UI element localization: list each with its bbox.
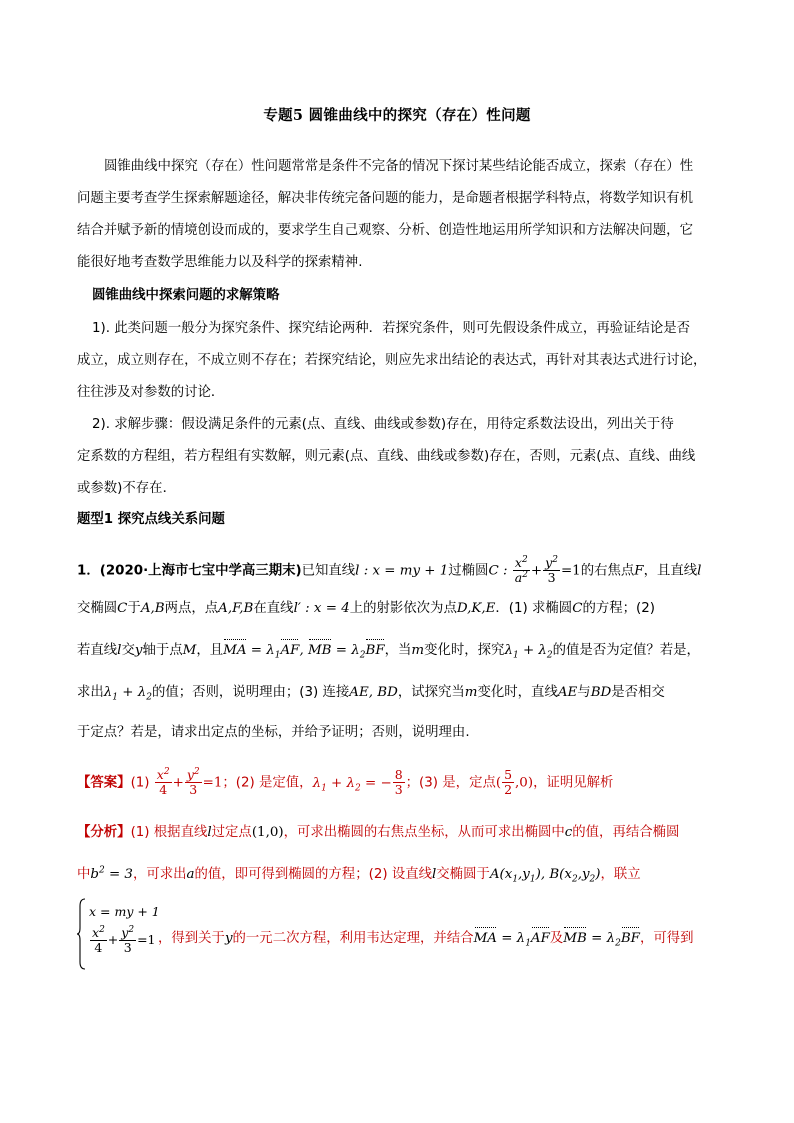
strategy-heading: 圆锥曲线中探索问题的求解策略 xyxy=(92,288,280,303)
ellipse-term-x: $\frac{x^2}{a^2}$ xyxy=(514,554,528,585)
intro-line-3: 结合并赋予新的情境创设而成的，要求学生自己观察、分析、创造性地运用所学知识和方法解决问题，它 xyxy=(77,223,693,238)
page-title: 专题5 圆锥曲线中的探究（存在）性问题 xyxy=(263,107,531,124)
intro-line-2: 问题主要考查学生探索解题途径，解决非传统完备问题的能力，是命题者根据学科特点，将数学知识有机 xyxy=(77,191,693,206)
equation-system-brace xyxy=(76,898,86,970)
vector-relation-MA: MA = $\lambda_1AF$, MB = $\lambda_2BF$ xyxy=(223,643,385,661)
analysis-label: 【分析】 xyxy=(77,825,131,840)
point1-line-3: 往往涉及对参数的讨论． xyxy=(77,385,225,400)
point2-line-1: 2). 求解步骤：假设满足条件的元素(点、直线、曲线或参数)存在，用待定系数法设出，列出关于待 xyxy=(92,417,674,432)
ellipse-term-y: $\frac{y^2}{3}$ xyxy=(545,554,558,585)
section-heading: 题型1 探究点线关系问题 xyxy=(77,512,225,527)
problem-line-2: 交椭圆C于A,B两点，点A,F,B在直线l′ : x = 4上的射影依次为点D,K,E．(1) 求椭圆C的方程；(2) xyxy=(77,601,655,616)
equation-system-row-1: x = my + 1 xyxy=(89,904,160,919)
answer-label: 【答案】 xyxy=(77,775,131,791)
problem-line-4: 求出$\lambda_1 + \lambda_2$的值；否则，说明理由；(3) 连接AE, BD，试探究当m变化时，直线AE与BD是否相交 xyxy=(77,685,665,703)
problem-line-5: 于定点？若是，请求出定点的坐标，并给予证明；否则，说明理由. xyxy=(77,725,470,740)
point2-line-2: 定系数的方程组，若方程组有实数解，则元素(点、直线、曲线或参数)存在，否则，元素(点、直线、曲线 xyxy=(77,449,696,464)
equation-system-row-2: $\frac{x^2}{4}$ + $\frac{y^2}{3}$ =1 xyxy=(92,924,156,955)
point1-line-1: 1). 此类问题一般分为探究条件、探究结论两种．若探究条件，则可先假设条件成立，再验证结论是否 xyxy=(92,321,691,336)
point1-line-2: 成立，成立则存在，不成立则不存在；若探究结论，则应先求出结论的表达式，再针对其表达式进行讨论， xyxy=(77,353,707,368)
analysis-line-3: ，得到关于y的一元二次方程，利用韦达定理，并结合MA = $\lambda_1AF$及MB = $\lambda_2BF$，可得到 xyxy=(158,931,694,949)
problem-line-1: 1．(2020·上海市七宝中学高三期末)已知直线l : x = my + 1过椭圆C : $\frac{x^2}{a^2}$ + $\frac{y^2}{3}$ =1的右焦点F，且直线l xyxy=(77,554,702,585)
intro-line-1: 圆锥曲线中探究（存在）性问题常常是条件不完备的情况下探讨某些结论能否成立，探索（存在）性 xyxy=(104,159,694,174)
intro-line-4: 能很好地考查数学思维能力以及科学的探索精神. xyxy=(77,255,363,270)
analysis-line-2: 中$b^2 = 3$，可求出a的值，即可得到椭圆的方程；(2) 设直线l交椭圆于$A(x_1,y_1)$, $B(x_2,y_2)$，联立 xyxy=(77,865,641,885)
line-l-equation: l : x = my + 1 xyxy=(355,563,449,579)
analysis-line-1: 【分析】(1) 根据直线l过定点(1,0)，可求出椭圆的右焦点坐标，从而可求出椭圆中c的值，再结合椭圆 xyxy=(77,825,680,840)
problem-source: 1．(2020·上海市七宝中学高三期末) xyxy=(77,563,302,579)
problem-line-3: 若直线l交y轴于点M，且MA = $\lambda_1AF$, MB = $\lambda_2BF$，当m变化时，探究$\lambda_1 + \lambda_2$的值是否为定值？若是， xyxy=(77,643,700,661)
answer-line: 【答案】(1) $\frac{x^2}{4}$ + $\frac{y^2}{3}$ =1；(2) 是定值，$\lambda_1 + \lambda_2$ = − $\frac{8}{3}$ ；(3) 是，定点( $\frac{5}{2}$ ,0)，证明见解析 xyxy=(77,766,614,797)
point2-line-3: 或参数)不存在． xyxy=(77,481,176,496)
